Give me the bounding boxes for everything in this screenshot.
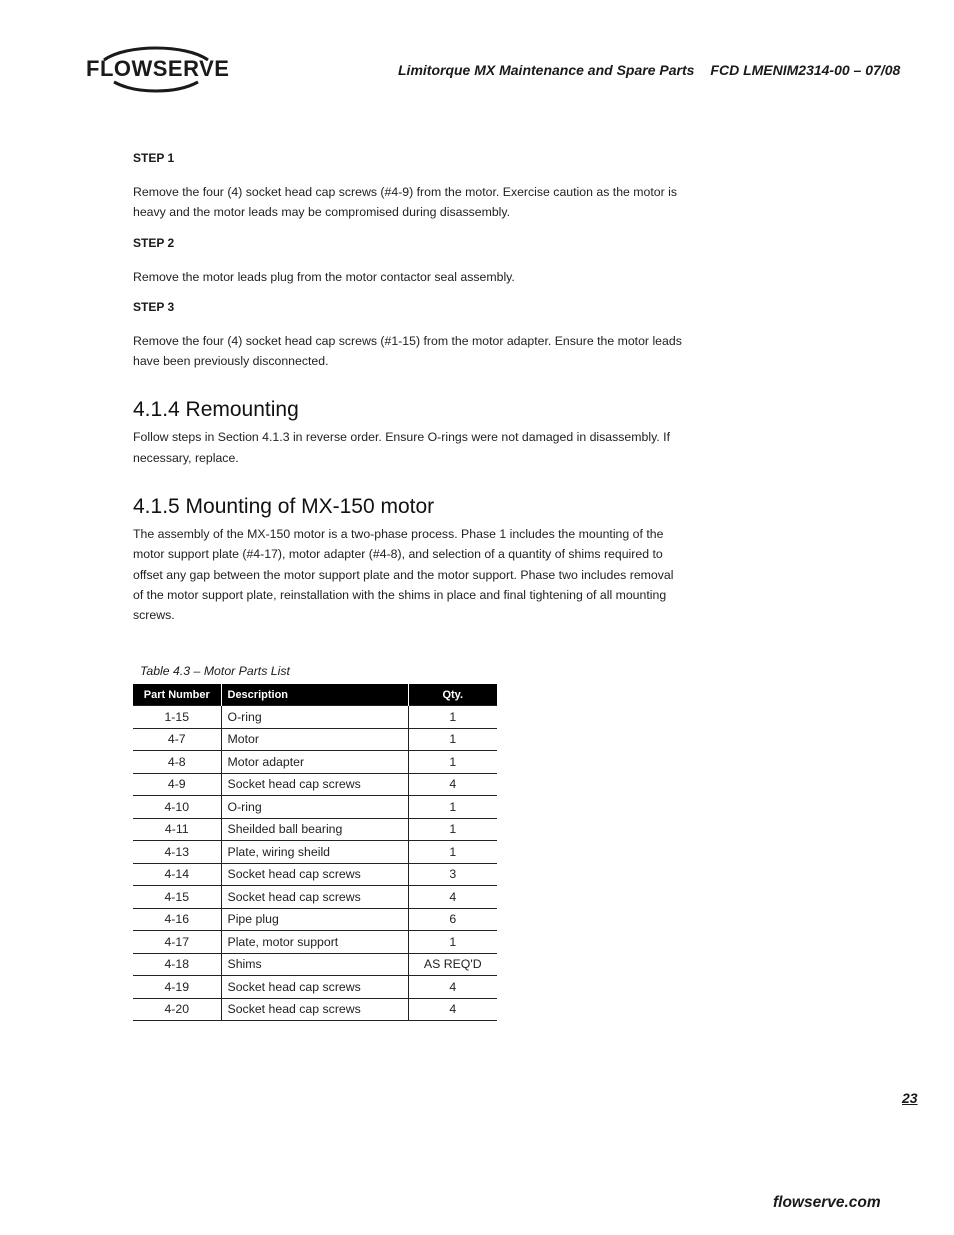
part-number-cell: 4-14 <box>133 863 221 886</box>
description-cell: Plate, wiring sheild <box>221 841 408 864</box>
qty-cell: 4 <box>408 886 497 909</box>
section-heading-mounting: 4.1.5 Mounting of MX-150 motor <box>133 495 435 519</box>
step-1-label: STEP 1 <box>133 151 175 165</box>
description-cell: O-ring <box>221 796 408 819</box>
description-cell: Sheilded ball bearing <box>221 818 408 841</box>
description-cell: Motor <box>221 728 408 751</box>
part-number-cell: 4-7 <box>133 728 221 751</box>
qty-cell: 4 <box>408 773 497 796</box>
qty-cell: 1 <box>408 728 497 751</box>
step-2-label: STEP 2 <box>133 235 175 250</box>
table-row <box>133 863 497 886</box>
step-3-label: STEP 3 <box>133 299 175 314</box>
qty-cell: 4 <box>408 998 497 1021</box>
qty-cell: 1 <box>408 706 497 729</box>
qty-cell: AS REQ'D <box>408 953 497 976</box>
description-cell: Motor adapter <box>221 751 408 774</box>
mounting-text-line-4: of the motor support plate, reinstallation with the shims in place and final tightening of all mounting <box>133 587 667 602</box>
table-row <box>133 908 497 931</box>
description-cell: Shims <box>221 953 408 976</box>
part-number-cell: 1-15 <box>133 706 221 729</box>
footer-website-link[interactable]: flowserve.com <box>773 1194 881 1211</box>
description-cell: Socket head cap screws <box>221 998 408 1021</box>
mounting-text-line-5: screws. <box>133 608 175 623</box>
doc-code: FCD LMENIM2314-00 – 07/08 <box>710 62 901 78</box>
remounting-text-line-2: necessary, replace. <box>133 450 239 465</box>
table-row <box>133 953 497 976</box>
qty-cell: 3 <box>408 863 497 886</box>
document-header <box>398 62 900 78</box>
table-row <box>133 751 497 774</box>
description-cell: Socket head cap screws <box>221 773 408 796</box>
description-cell: Pipe plug <box>221 908 408 931</box>
doc-title: Limitorque MX Maintenance and Spare Parts <box>398 62 695 78</box>
header-part-number: Part Number <box>133 684 221 706</box>
table-row <box>133 976 497 999</box>
qty-cell: 1 <box>408 818 497 841</box>
qty-cell: 6 <box>408 908 497 931</box>
mounting-text-line-2: motor support plate (#4-17), motor adapter (#4-8), and selection of a quantity of shims required to <box>133 547 663 562</box>
main-content <box>133 150 693 626</box>
table-caption: Table 4.3 – Motor Parts List <box>140 664 290 678</box>
step-2-text: Remove the motor leads plug from the motor contactor seal assembly. <box>133 269 515 284</box>
part-number-cell: 4-20 <box>133 998 221 1021</box>
step-1-text-line-2: heavy and the motor leads may be compromised during disassembly. <box>133 205 511 220</box>
description-cell: Plate, motor support <box>221 931 408 954</box>
header-qty: Qty. <box>408 684 497 706</box>
step-3-text-line-2: have been previously disconnected. <box>133 354 329 369</box>
part-number-cell: 4-8 <box>133 751 221 774</box>
part-number-cell: 4-11 <box>133 818 221 841</box>
part-number-cell: 4-9 <box>133 773 221 796</box>
table-row <box>133 998 497 1021</box>
header-description: Description <box>221 684 408 706</box>
description-cell: Socket head cap screws <box>221 886 408 909</box>
part-number-cell: 4-13 <box>133 841 221 864</box>
description-cell: O-ring <box>221 706 408 729</box>
qty-cell: 1 <box>408 931 497 954</box>
qty-cell: 1 <box>408 796 497 819</box>
flowserve-logo <box>86 42 230 96</box>
table-row <box>133 796 497 819</box>
table-row <box>133 728 497 751</box>
part-number-cell: 4-10 <box>133 796 221 819</box>
brand-name: FLOWSERVE <box>86 56 230 81</box>
part-number-cell: 4-15 <box>133 886 221 909</box>
mounting-text-line-3: offset any gap between the motor support plate and the motor support. Phase two includes removal <box>133 567 674 582</box>
qty-cell: 1 <box>408 751 497 774</box>
table-row <box>133 886 497 909</box>
motor-parts-table <box>133 684 497 1021</box>
step-1-text-line-1: Remove the four (4) socket head cap screws (#4-9) from the motor. Exercise caution as the motor is <box>133 185 678 199</box>
table-row <box>133 841 497 864</box>
table-row <box>133 773 497 796</box>
qty-cell: 1 <box>408 841 497 864</box>
part-number-cell: 4-16 <box>133 908 221 931</box>
part-number-cell: 4-18 <box>133 953 221 976</box>
remounting-text-line-1: Follow steps in Section 4.1.3 in reverse order. Ensure O-rings were not damaged in disassembly. If <box>133 430 670 445</box>
step-3-text-line-1: Remove the four (4) socket head cap screws (#1-15) from the motor adapter. Ensure the motor leads <box>133 333 682 348</box>
part-number-cell: 4-17 <box>133 931 221 954</box>
page-number: 23 <box>902 1090 918 1106</box>
description-cell: Socket head cap screws <box>221 863 408 886</box>
mounting-text-line-1: The assembly of the MX-150 motor is a two-phase process. Phase 1 includes the mounting of the <box>133 527 664 542</box>
section-heading-remounting: 4.1.4 Remounting <box>133 398 299 422</box>
qty-cell: 4 <box>408 976 497 999</box>
table-header-row <box>133 684 497 706</box>
table-row <box>133 931 497 954</box>
table-row <box>133 706 497 729</box>
table-row <box>133 818 497 841</box>
part-number-cell: 4-19 <box>133 976 221 999</box>
description-cell: Socket head cap screws <box>221 976 408 999</box>
